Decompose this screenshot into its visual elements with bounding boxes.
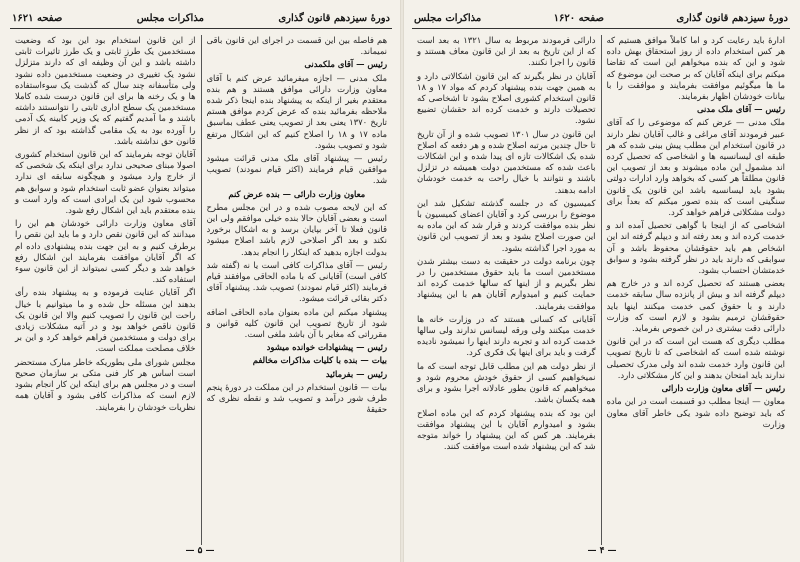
column-left <box>412 35 601 545</box>
paragraph: این قانون در سال ۱۳۰۱ تصویب شده و از آن تاریخ تا حال چندین مرتبه اصلاح شده و هر دفعه که اصلاح شده یک اشکالات تازه ای پیدا شده و این اشکالات باعث شده که مستخدمین دولت همیشه در تزلزل باشند و نتوانند با خیال راحت به خدمت خودشان ادامه بدهند. <box>417 128 596 195</box>
header-page-number: صفحه ۱۶۲۱ <box>12 12 63 24</box>
header-journal-title: دورهٔ سیزدهم قانون گذاری <box>278 12 390 24</box>
paragraph: ملک مدنی — اجازه میفرمائید عرض کنم با آقای معاون وزارت دارائی موافق هستند و هم بنده معتقدم بغیر از اینکه به پیشنهاد بنده اینجا ذکر شده ملاحظه بفرمائید بنده که عرض کردم موافق هستم تاریخ ۱۳۷۰ یعنی بعد از تصویب یعنی عطف بماسبق ماده ۱۷ و ۱۸ را اصلاح کنیم که این اشکال مرتفع شود و تصویب بشود. <box>206 72 387 150</box>
paragraph: رئیس — پیشنهاد آقای ملک مدنی قرائت میشود موافقین قیام فرمایند (اکثر قیام نمودند) تصویب شد. <box>206 153 387 186</box>
paragraph: مطلب دیگری که هست این است که در این قانون نوشته شده است که اشخاصی که تا تاریخ تصویب این قانون وارد خدمت شده اند ولی مدرک تحصیلی ندارند باید امتحان بدهند و این کار مشکلاتی دارد. <box>606 336 785 380</box>
paragraph: آقایانی که کسانی هستند که در وزارت خانه ها خدمت میکنند ولی ورقه لیسانس ندارند ولی سالها خدمت کرده اند و تجربه دارند اینها را نمیشود نادیده گرفت و باید برای اینها یک فکری کرد. <box>417 313 596 358</box>
two-column-body <box>412 35 790 545</box>
paragraph: آقایان در نظر بگیرند که این قانون اشکالاتی دارد و به همین جهت بنده پیشنهاد کردم که مواد ۱۷ و ۱۸ قانون استخدام کشوری اصلاح بشود تا اشخاصی که تحصیلات دارند و خدمت کرده اند حقشان تضییع نشود. <box>417 70 596 126</box>
paragraph: اگر آقایان عنایت فرموده و به پیشنهاد بنده رأی بدهند این مسئله حل شده و ما میتوانیم با خیال راحت این قانون را تصویب کنیم والا این قانون یک قانون ناقص خواهد بود و در آتیه مشکلات زیادی برای دولت و مستخدمین فراهم خواهد کرد و این بر خلاف مصلحت مملکت است. <box>15 287 196 354</box>
column-right <box>602 35 791 545</box>
section-heading: معاون وزارت دارائی — بنده عرض کنم <box>228 188 366 199</box>
paragraph: که این لایحه مصوب شده و در این مجلس مطرح است و بعضی آقایان حالا بنده خیلی موافقم ولی این قانون فعلا تا آخر بپایان برسد و به اشکال برخورد نکند و بعد اگر اصلاحی لازم باشد اصلاح میشود بدولت اجازه بدهید که اینکار را انجام بدهد. <box>206 201 387 257</box>
paragraph: بعضی هستند که تحصیل کرده اند و در خارج هم دیپلم گرفته اند و بیش از پانزده سال سابقه خدمت دارند و با حقوق کمی خدمت میکنند اینها باید حقوقشان ترمیم بشود و لازم است که وزارت دارائی دقت بیشتری در این خصوص بفرماید. <box>606 278 785 334</box>
paragraph: معاون — اینجا مطلب دو قسمت است در این ماده که باید توضیح داده شود یکی خاطر آقای معاون وزارت <box>606 396 785 429</box>
paragraph: پیشنهاد میکنم این ماده بعنوان ماده الحاقی اضافه شود از تاریخ تصویب این قانون کلیه قوانین و مقرراتی که مغایر با آن باشد ملغی است. <box>206 306 387 340</box>
header-section-title: مذاکرات مجلس <box>136 12 204 24</box>
paragraph: از نظر دولت هم این مطلب قابل توجه است که ما نمیخواهیم کسی از حقوق خودش محروم شود و میخواهیم که قانون بطور عادلانه اجرا بشود و برای همه یکسان باشد. <box>417 360 596 405</box>
column-left <box>10 35 201 545</box>
page-1620 <box>404 0 800 562</box>
page-header <box>412 8 790 29</box>
paragraph: بیات — قانون استخدام در این مملکت در دورهٔ پنجم طرف شور درآمد و تصویب شد و نقطه نظری که حقیقهٔ <box>206 381 387 415</box>
paragraph: مجلس شورای ملی بطوریکه خاطر مبارک مستحضر است اساس هر کار فنی متکی بر سازمان صحیح است و در مجلس هم برای اینکه این کار انجام بشود لازم است که مذاکرات کافی بشود و آقایان همه نظریات خودشان را بفرمایند. <box>15 356 196 412</box>
paragraph: آقایان توجه بفرمایند که این قانون استخدام کشوری اصولا مبنای صحیحی ندارد برای اینکه یک شخصی که از خارج وارد میشود و هیچگونه سابقه ای ندارد میتواند بعنوان عضو ثابت استخدام شود و سوابق هم محسوب شود این یک ایرادی است که وارد است و بنده معتقدم باید این اشکال رفع شود. <box>15 149 196 216</box>
paragraph: اشخاصی که از اینجا با گواهی تحصیل آمده اند و خدمت کرده اند و بعد رفته اند و دیپلم گرفته اند این اشخاص هم باید حقوقشان محفوظ باشد و آن سوابقی که دارند باید در نظر گرفته بشود و سوابق خدمتشان احتساب بشود. <box>606 220 785 276</box>
header-page-number: صفحه ۱۶۲۰ <box>553 12 604 24</box>
speaker-line: رئیس — پیشنهادات خوانده میشود <box>266 342 387 353</box>
paragraph: این بود که بنده پیشنهاد کردم که این ماده اصلاح بشود و امیدوارم آقایان با این پیشنهاد موافقت بفرمایند. هر کس که این پیشنهاد را خواند متوجه شد که این پیشنهاد شده است موافقت کنند. <box>417 407 596 452</box>
page-header <box>10 8 392 29</box>
speaker-line: بیات — بنده با کلیات مذاکرات مخالفم <box>252 355 387 366</box>
header-journal-title: دورهٔ سیزدهم قانون گذاری <box>676 12 788 24</box>
paragraph: از این قانون استخدام بود این بود که وضعیت مستخدمین یک طرز ثابتی و یک طرز تاثیرات ثابتی داشته باشد و این آن وظیفه ای که دارند متزلزل نشود یک تغییری در وضعیت مستخدمین داده نشود ولی متأسفانه چند سال که گذشت یک سوءاستفاده ها و یک رخنه ها برای این قانون درست شده کاملا مستخدمین یک سطح اداری ثابتی را نتوانستند داشته باشند و ما آمدیم گفتیم که یک وزیر کابینه یک آدمی را آورده بود به یک مقامی گذاشته بود که از نظر قانون حق نداشته باشد. <box>15 35 196 146</box>
speaker-line: رئیس — آقای معاون وزارت دارائی <box>661 383 785 394</box>
paragraph: رئیس — آقای مذاکرات کافی است یا نه (گفته شد کافی است) آقایانی که با ماده الحاقی موافقند قیام فرمایند (اکثر قیام نمودند) تصویب شد. پیشنهاد آقای دکتر بقائی قرائت میشود. <box>206 259 387 304</box>
speaker-line: رئیس — آقای ملک مدنی <box>696 104 785 115</box>
page-footer: — ۴ — <box>587 546 617 556</box>
paragraph: هم فاصله بین این قسمت در اجرای این قانون باقی نمیماند. <box>206 35 387 57</box>
paragraph: ملک مدنی — عرض کنم که موضوعی را که آقای عبیر فرمودند آقای مراغی و غالب آقایان نظر دارند در قانون استخدام این مطلب پیش بینی شده که هر طبقه ای لیسانسیه ها و اشخاصی که تحصیل کرده اند مشمول این ماده میشوند و بعد از تصویب این قانون مطلقاً هر کسی که بخواهد وارد ادارات دولتی بشود باید لیسانسیه باشد این قانون یک قانون سنگینی است که بنده تصور میکنم که بعداً برای دولت مشکلاتی فراهم خواهد کرد. <box>606 117 785 218</box>
paragraph: کمیسیون که در جلسه گذشته تشکیل شد این موضوع را بررسی کرد و آقایان اعضای کمیسیون با نظر بنده موافقت کردند و قرار شد که این ماده به این صورت اصلاح بشود و بعد از تصویب این قانون به مورد اجرا گذاشته بشود. <box>417 197 596 253</box>
speaker-line: رئیس — بفرمائید <box>325 368 387 379</box>
two-column-body <box>10 35 392 545</box>
paragraph: آقای معاون وزارت دارائی خودشان هم این را میدانند که این قانون نقص دارد و ما باید این نقص را برطرف کنیم و به این جهت بنده پیشنهادی داده ام که اگر آقایان موافقت بفرمایند این اشکال رفع خواهد شد و دیگر کسی نمیتواند از این قانون سوء استفاده کند. <box>15 218 196 285</box>
column-right <box>202 35 393 545</box>
page-footer: — ۵ — <box>185 546 215 556</box>
paragraph: چون برنامه دولت در حقیقت به دست بیشتر شدن مستخدمین است ما باید حقوق مستخدمین را در نظر بگیریم و از اینها که سالها خدمت کرده اند حمایت کنیم و امیدوارم آقایان هم با این پیشنهاد موافقت بفرمایند. <box>417 255 596 311</box>
paragraph: ادارهٔ باید رعایت کرد و اما کاملاً موافق هستیم که هر کس استخدام داده از روز استحقاق بهش داده شود و این که بنده میخواهم این است که تقاضا میکنم برای اینکه آقایان که بر صحت این موضوع که ما ها میگوئیم موافقت بفرمایند و موافقت را با بیانات خودشان اظهار بفرمایند. <box>606 35 785 102</box>
paragraph: دارائی فرمودند مربوط به سال ۱۳۲۱ به بعد است که از این تاریخ به بعد از این قانون معاف هستند و قانون را اجرا نکنند. <box>417 35 596 68</box>
speaker-line: رئیس — آقای ملکمدنی <box>304 59 387 70</box>
header-section-title: مذاکرات مجلس <box>414 12 482 24</box>
